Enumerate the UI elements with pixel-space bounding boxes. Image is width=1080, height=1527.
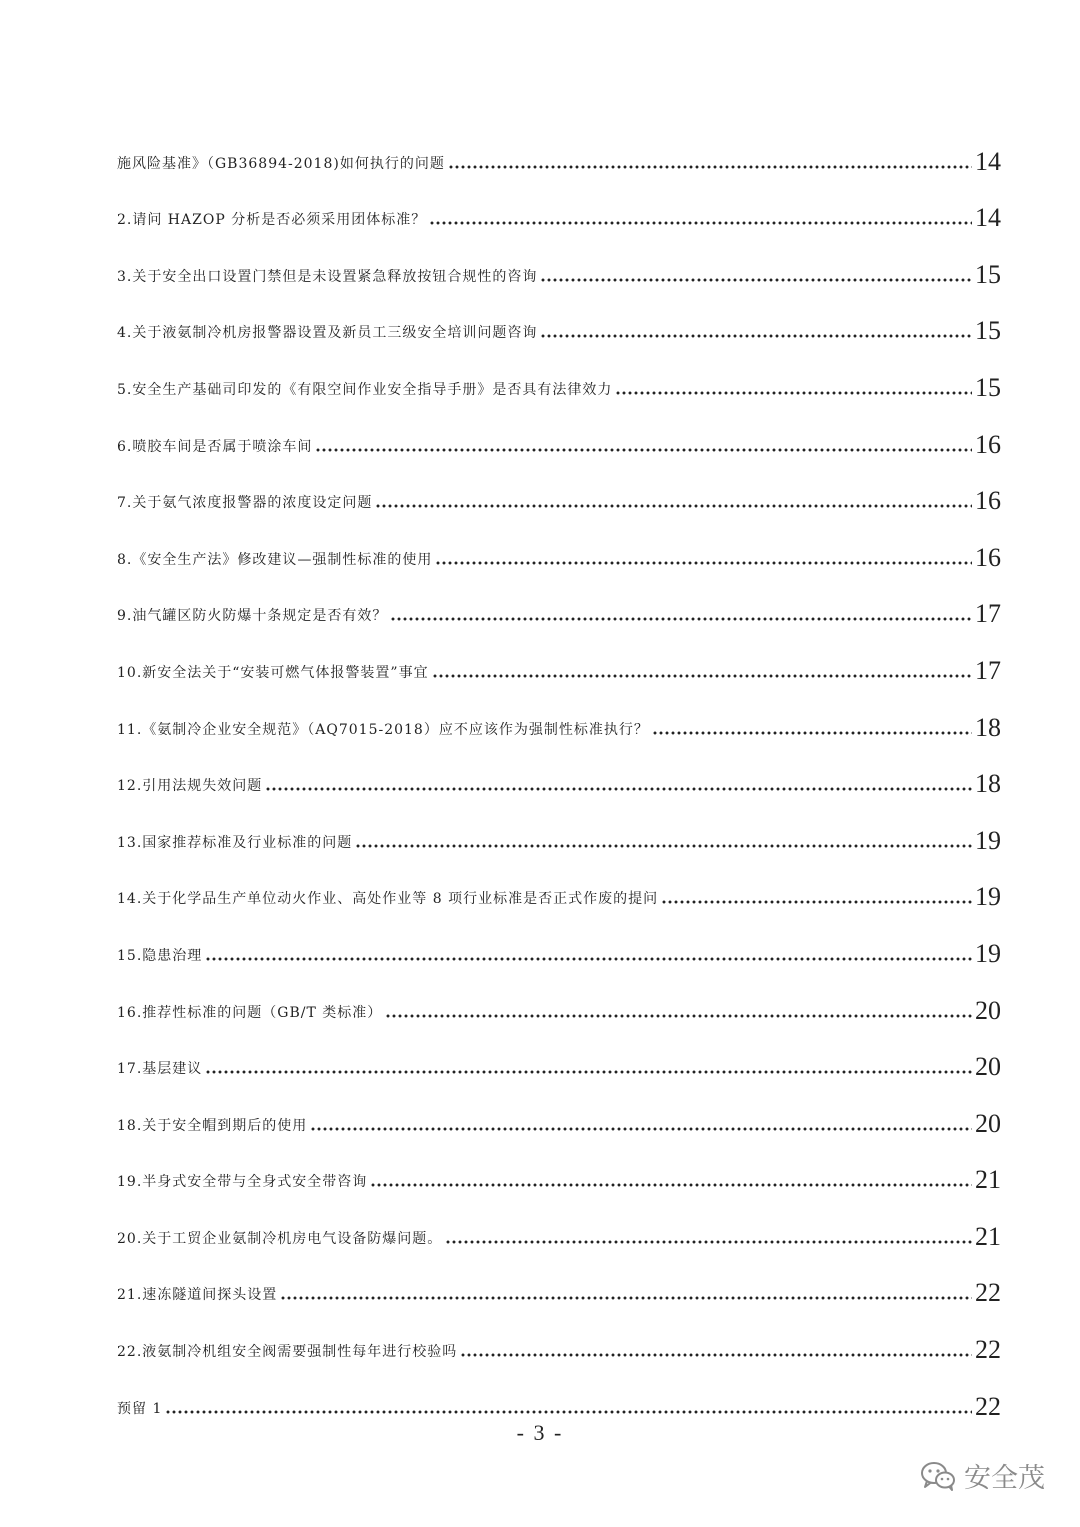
toc-entry-title: 4.关于液氨制冷机房报警器设置及新员工三级安全培训问题咨询 — [117, 325, 538, 342]
toc-entry-page: 16 — [975, 486, 1001, 516]
toc-entry — [117, 1028, 1001, 1085]
toc-entry — [117, 1197, 1001, 1254]
toc-dot-leader — [375, 503, 972, 509]
toc-dot-leader — [432, 673, 972, 679]
toc-dot-leader — [205, 956, 972, 962]
toc-entry-title: 21.速冻隧道间探头设置 — [117, 1287, 278, 1304]
wechat-watermark — [920, 1456, 1045, 1495]
toc-entry — [117, 235, 1001, 292]
toc-entry-title: 3.关于安全出口设置门禁但是未设置紧急释放按钮合规性的咨询 — [117, 268, 538, 285]
table-of-contents — [117, 122, 1001, 1424]
toc-entry-title: 预留 1 — [117, 1400, 163, 1417]
toc-entry-page: 22 — [975, 1335, 1001, 1365]
toc-entry-title: 17.基层建议 — [117, 1061, 203, 1078]
toc-entry — [117, 631, 1001, 688]
toc-entry-page: 22 — [975, 1278, 1001, 1308]
toc-entry-page: 22 — [975, 1391, 1001, 1421]
wechat-icon — [920, 1461, 956, 1491]
toc-entry-title: 8.《安全生产法》修改建议—强制性标准的使用 — [117, 551, 433, 568]
toc-entry — [117, 122, 1001, 179]
toc-entry — [117, 179, 1001, 236]
toc-entry-title: 2.请问 HAZOP 分析是否必须采用团体标准？ — [117, 212, 427, 229]
toc-entry — [117, 292, 1001, 349]
toc-entry-title: 19.半身式安全带与全身式安全带咨询 — [117, 1174, 368, 1191]
toc-entry-page: 14 — [975, 146, 1001, 176]
toc-dot-leader — [355, 843, 972, 849]
watermark-text: 安全茂 — [964, 1463, 1045, 1494]
toc-entry — [117, 858, 1001, 915]
toc-entry-page: 19 — [975, 938, 1001, 968]
toc-dot-leader — [445, 1239, 972, 1245]
toc-entry — [117, 801, 1001, 858]
toc-entry-page: 14 — [975, 203, 1001, 233]
toc-dot-leader — [370, 1182, 972, 1188]
toc-dot-leader — [448, 164, 972, 170]
toc-entry-page: 21 — [975, 1221, 1001, 1251]
toc-entry-page: 15 — [975, 316, 1001, 346]
toc-entry-title: 15.隐患治理 — [117, 947, 203, 964]
toc-entry — [117, 462, 1001, 519]
toc-entry-title: 18.关于安全帽到期后的使用 — [117, 1117, 308, 1134]
toc-dot-leader — [205, 1069, 972, 1075]
toc-dot-leader — [310, 1126, 972, 1132]
toc-dot-leader — [652, 730, 972, 736]
toc-dot-leader — [385, 1013, 972, 1019]
toc-dot-leader — [615, 390, 972, 396]
toc-entry — [117, 405, 1001, 462]
toc-entry-title: 7.关于氨气浓度报警器的浓度设定问题 — [117, 495, 373, 512]
toc-dot-leader — [429, 220, 972, 226]
toc-entry-page: 18 — [975, 769, 1001, 799]
toc-entry-title: 13.国家推荐标准及行业标准的问题 — [117, 834, 353, 851]
toc-entry-page: 19 — [975, 882, 1001, 912]
toc-entry-title: 施风险基准》（GB36894-2018)如何执行的问题 — [117, 155, 445, 172]
toc-dot-leader — [661, 899, 972, 905]
toc-entry-title: 6.喷胶车间是否属于喷涂车间 — [117, 438, 313, 455]
toc-dot-leader — [315, 447, 972, 453]
toc-entry — [117, 1141, 1001, 1198]
toc-dot-leader — [280, 1295, 972, 1301]
toc-entry-title: 5.安全生产基础司印发的《有限空间作业安全指导手册》是否具有法律效力 — [117, 381, 613, 398]
toc-dot-leader — [165, 1409, 972, 1415]
toc-entry-page: 21 — [975, 1165, 1001, 1195]
toc-entry — [117, 688, 1001, 745]
toc-entry — [117, 518, 1001, 575]
toc-entry-title: 11.《氨制冷企业安全规范》（AQ7015-2018）应不应该作为强制性标准执行？ — [117, 721, 649, 738]
toc-entry-page: 18 — [975, 712, 1001, 742]
toc-entry — [117, 745, 1001, 802]
toc-dot-leader — [540, 277, 972, 283]
toc-entry-title: 22.液氨制冷机组安全阀需要强制性每年进行校验吗 — [117, 1344, 458, 1361]
toc-entry-page: 20 — [975, 1108, 1001, 1138]
toc-entry-title: 16.推荐性标准的问题（GB/T 类标准） — [117, 1004, 383, 1021]
toc-entry-title: 14.关于化学品生产单位动火作业、高处作业等 8 项行业标准是否正式作废的提问 — [117, 891, 659, 908]
toc-entry-page: 16 — [975, 429, 1001, 459]
toc-dot-leader — [460, 1352, 972, 1358]
toc-entry-page: 20 — [975, 995, 1001, 1025]
toc-entry — [117, 1254, 1001, 1311]
toc-dot-leader — [435, 560, 972, 566]
toc-entry — [117, 971, 1001, 1028]
toc-entry-page: 20 — [975, 1052, 1001, 1082]
toc-entry-title: 9.油气罐区防火防爆十条规定是否有效？ — [117, 608, 388, 625]
toc-dot-leader — [390, 616, 972, 622]
toc-dot-leader — [540, 333, 972, 339]
toc-entry-title: 20.关于工贸企业氨制冷机房电气设备防爆问题。 — [117, 1230, 443, 1247]
toc-entry-title: 12.引用法规失效问题 — [117, 778, 263, 795]
page-number: - 3 - — [516, 1420, 564, 1445]
toc-entry — [117, 1367, 1001, 1424]
toc-entry-page: 19 — [975, 825, 1001, 855]
toc-entry-page: 17 — [975, 599, 1001, 629]
toc-entry — [117, 914, 1001, 971]
toc-entry — [117, 575, 1001, 632]
toc-entry-title: 10.新安全法关于“安装可燃气体报警装置”事宜 — [117, 664, 429, 681]
toc-entry — [117, 1310, 1001, 1367]
toc-entry-page: 17 — [975, 655, 1001, 685]
toc-entry-page: 15 — [975, 372, 1001, 402]
toc-entry — [117, 1084, 1001, 1141]
toc-dot-leader — [265, 786, 972, 792]
toc-entry-page: 16 — [975, 542, 1001, 572]
toc-entry — [117, 348, 1001, 405]
toc-entry-page: 15 — [975, 259, 1001, 289]
